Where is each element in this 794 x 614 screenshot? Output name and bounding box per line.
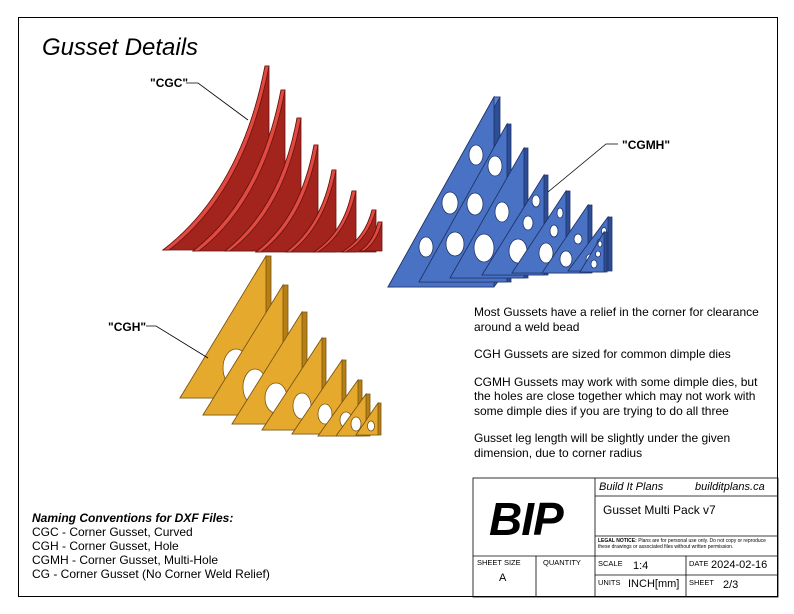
note-cgmh-dimple: CGMH Gussets may work with some dimple dies, but the holes are close together which may not work with some dimple dies if you are trying to do all three <box>474 374 758 418</box>
legal-notice-text: Plans are for personal use only. Do not copy or reproduce these drawings or associated files without written permission. <box>598 538 766 550</box>
drawing-title: Gusset Multi Pack v7 <box>603 503 716 517</box>
design-notes <box>474 305 770 473</box>
units-label: UNITS <box>598 578 621 587</box>
cgh-gusset-group <box>180 256 381 436</box>
note-weld-relief: Most Gussets have a relief in the corner for clearance around a weld bead <box>474 305 759 334</box>
cgmh-gusset-group <box>388 97 612 287</box>
cgmh-callout-label: "CGMH" <box>622 138 671 152</box>
sheet-label: SHEET <box>689 578 715 587</box>
note-cgh-sizing: CGH Gussets are sized for common dimple dies <box>474 347 731 361</box>
quantity-label: QUANTITY <box>543 558 581 567</box>
company-name: Build It Plans <box>599 481 664 493</box>
date-label: DATE <box>689 559 709 568</box>
legal-notice <box>598 538 776 550</box>
legal-notice-label: LEGAL NOTICE: <box>598 538 637 544</box>
cgc-gusset-group <box>163 66 382 252</box>
company-website: builditplans.ca <box>695 481 765 493</box>
scale-label: SCALE <box>598 559 623 568</box>
note-leg-length: Gusset leg length will be slightly under the given dimension, due to corner radius <box>474 431 731 460</box>
naming-item: CGC - Corner Gusset, Curved <box>32 525 193 539</box>
naming-item: CGH - Corner Gusset, Hole <box>32 539 179 553</box>
units-value: INCH[mm] <box>628 578 680 590</box>
cgc-leader-line <box>186 83 248 120</box>
sheet-size-value: A <box>499 572 507 584</box>
title-block <box>473 478 778 597</box>
naming-item: CG - Corner Gusset (No Corner Weld Relief) <box>32 567 270 581</box>
naming-heading: Naming Conventions for DXF Files: <box>32 511 234 525</box>
cgc-callout-label: "CGC" <box>150 76 189 90</box>
cgh-callout-label: "CGH" <box>108 320 147 334</box>
naming-item: CGMH - Corner Gusset, Multi-Hole <box>32 553 219 567</box>
sheet-number: 2/3 <box>723 579 739 591</box>
company-logo: BIP <box>489 493 563 545</box>
cgh-leader-line <box>146 326 208 358</box>
sheet-size-label: SHEET SIZE <box>477 558 521 567</box>
naming-conventions <box>32 511 270 581</box>
page-title: Gusset Details <box>42 34 199 61</box>
scale-value: 1:4 <box>633 560 649 572</box>
date-value: 2024-02-16 <box>711 559 768 571</box>
cgmh-leader-line <box>548 144 618 192</box>
